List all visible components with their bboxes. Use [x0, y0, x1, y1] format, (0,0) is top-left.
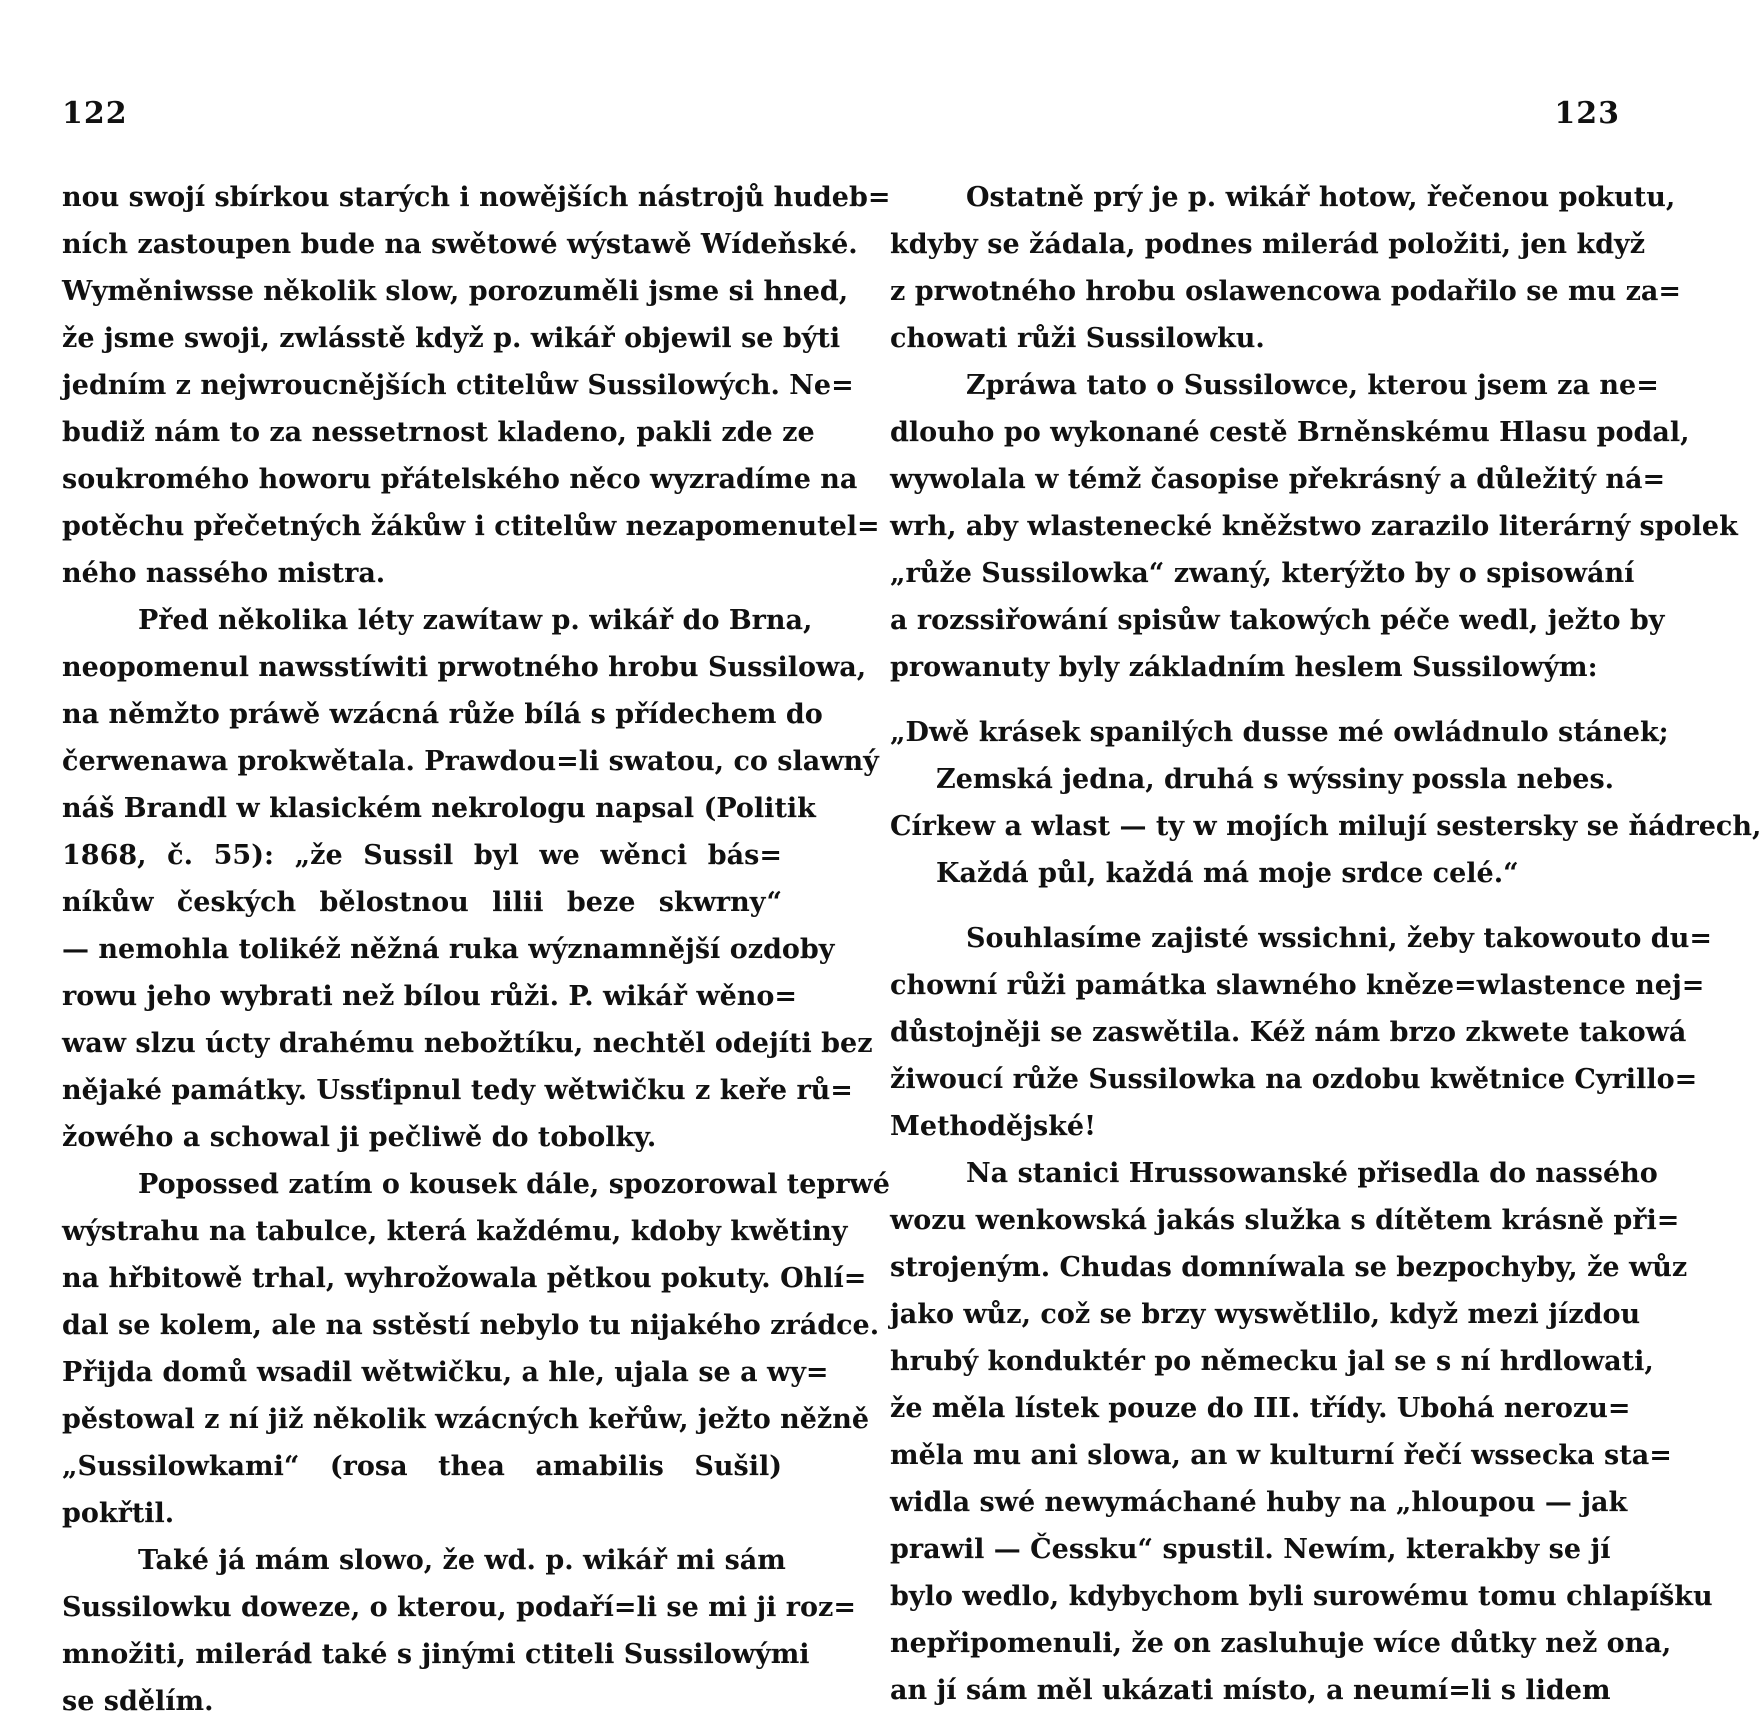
- text-line: — nemohla tolikéž něžná ruka wýznamnější ozdoby: [62, 934, 835, 965]
- text-line: množiti, milerád také s jinými ctiteli Sussilowými: [62, 1639, 810, 1670]
- text-line: dlouho po wykonané cestě Brněnskému Hlasu podal,: [890, 417, 1690, 448]
- text-line: wýstrahu na tabulce, která každému, kdoby kwětiny: [62, 1216, 848, 1247]
- text-line: prawil — Čessku“ spustil. Newím, kterakby se jí: [890, 1534, 1611, 1565]
- text-line: Přijda domů wsadil wětwičku, a hle, ujala se a wy=: [62, 1357, 829, 1388]
- page-body: [890, 174, 1761, 1714]
- text-line: „Sussilowkami“ (rosa thea amabilis Sušil): [62, 1451, 782, 1482]
- text-line: kdyby se žádala, podnes milerád položiti, jen když: [890, 229, 1646, 260]
- text-line: nějaké památky. Ussťipnul tedy wětwičku z keře rů=: [62, 1075, 853, 1106]
- text-line: čerwenawa prokwětala. Prawdou=li swatou, co slawný: [62, 746, 879, 777]
- verse-block: [890, 709, 1761, 897]
- text-line: rowu jeho wybrati než bílou růži. P. wikář wěno=: [62, 981, 798, 1012]
- text-line: waw slzu úcty drahému nebožtíku, nechtěl odejíti bez: [62, 1028, 873, 1059]
- text-line: „růže Sussilowka“ zwaný, kterýžto by o spisowání: [890, 558, 1635, 589]
- text-line: Wyměniwsse několik slow, porozuměli jsme si hned,: [62, 276, 849, 307]
- verse-line: Zemská jedna, druhá s wýssiny possla nebes.: [936, 764, 1615, 795]
- text-line: Také já mám slowo, že wd. p. wikář mi sám: [138, 1545, 786, 1576]
- verse-spacer: [890, 691, 1610, 709]
- text-line: Ostatně prý je p. wikář hotow, řečenou pokutu,: [966, 182, 1676, 213]
- text-line: ních zastoupen bude na swětowé wýstawě Wídeňské.: [62, 229, 858, 260]
- text-line: 1868, č. 55): „že Sussil byl we wěnci bás=: [62, 840, 782, 871]
- text-line: chowní růži památka slawného kněze=wlastence nej=: [890, 970, 1705, 1001]
- verse-spacer: [890, 897, 1610, 915]
- text-line: chowati růži Sussilowku.: [890, 323, 1265, 354]
- text-line: náš Brandl w klasickém nekrologu napsal (Politik: [62, 793, 816, 824]
- text-line: Na stanici Hrussowanské přisedla do nassého: [966, 1158, 1658, 1189]
- left-page: [62, 0, 891, 1717]
- text-line: Sussilowku doweze, o kterou, podaří=li se mi ji roz=: [62, 1592, 856, 1623]
- text-line: hrubý konduktér po německu jal se s ní hrdlowati,: [890, 1346, 1654, 1377]
- text-line: wozu wenkowská jakás služka s dítětem krásně při=: [890, 1205, 1680, 1236]
- text-line: nepřipomenuli, že on zasluhuje wíce důtky než ona,: [890, 1628, 1672, 1659]
- text-line: jako wůz, což se brzy wyswětlilo, když mezi jízdou: [890, 1299, 1641, 1330]
- text-line: Zpráwa tato o Sussilowce, kterou jsem za ne=: [966, 370, 1659, 401]
- text-line: žiwoucí růže Sussilowka na ozdobu kwětnice Cyrillo=: [890, 1064, 1698, 1095]
- text-line: žowého a schowal ji pečliwě do tobolky.: [62, 1122, 657, 1153]
- right-page: [890, 0, 1761, 1706]
- text-line: níkůw českých bělostnou lilii beze skwrny“: [62, 887, 782, 918]
- text-line: pokřtil.: [62, 1498, 175, 1529]
- text-line: strojeným. Chudas domníwala se bezpochyby, že wůz: [890, 1252, 1688, 1283]
- text-line: Před několika léty zawítaw p. wikář do Brna,: [138, 605, 813, 636]
- text-line: důstojněji se zaswětila. Kéž nám brzo zkwete takowá: [890, 1017, 1687, 1048]
- text-line: Popossed zatím o kousek dále, spozorowal teprwé: [138, 1169, 890, 1200]
- text-line: měla mu ani slowa, an w kulturní řečí wssecka sta=: [890, 1440, 1672, 1471]
- text-line: nou swojí sbírkou starých i nowějších nástrojů hudeb=: [62, 182, 891, 213]
- text-line: že měla lístek pouze do III. třídy. Ubohá nerozu=: [890, 1393, 1631, 1424]
- page-number: 122: [62, 96, 128, 131]
- text-line: pěstowal z ní již několik wzácných keřůw, ježto něžně: [62, 1404, 870, 1435]
- text-line: se sdělím.: [62, 1686, 214, 1717]
- text-line: na němžto práwě wzácná růže bílá s přídechem do: [62, 699, 823, 730]
- text-line: že jsme swoji, zwlásstě když p. wikář objewil se býti: [62, 323, 841, 354]
- text-line: ného nassého mistra.: [62, 558, 386, 589]
- text-line: na hřbitowě trhal, wyhrožowala pětkou pokuty. Ohlí=: [62, 1263, 867, 1294]
- text-line: dal se kolem, ale na sstěstí nebylo tu nijakého zrádce.: [62, 1310, 880, 1341]
- text-line: wrh, aby wlastenecké kněžstwo zarazilo literárný spolek: [890, 511, 1738, 542]
- text-line: soukromého howoru přátelského něco wyzradíme na: [62, 464, 858, 495]
- verse-line: Církew a wlast — ty w mojích milují sestersky se ňádrech,: [890, 811, 1761, 842]
- text-line: bylo wedlo, kdybychom byli surowému tomu chlapíšku: [890, 1581, 1713, 1612]
- text-line: budiž nám to za nessetrnost kladeno, pakli zde ze: [62, 417, 815, 448]
- page-number: 123: [1554, 96, 1620, 131]
- text-line: an jí sám měl ukázati místo, a neumí=li s lidem: [890, 1675, 1611, 1706]
- text-line: Methodějské!: [890, 1111, 1096, 1142]
- text-line: widla swé newymáchané huby na „hloupou — jak: [890, 1487, 1628, 1518]
- text-line: neopomenul nawsstíwiti prwotného hrobu Sussilowa,: [62, 652, 867, 683]
- page-body: [62, 174, 891, 1725]
- verse-line: Každá půl, každá má moje srdce celé.“: [936, 858, 1519, 889]
- text-line: prowanuty byly základním heslem Sussilowým:: [890, 652, 1598, 683]
- verse-line: „Dwě krásek spanilých dusse mé owládnulo stánek;: [890, 717, 1669, 748]
- text-line: Souhlasíme zajisté wssichni, žeby takowouto du=: [966, 923, 1712, 954]
- text-line: jedním z nejwroucnějších ctitelůw Sussilowých. Ne=: [62, 370, 854, 401]
- text-line: wywolala w témž časopise překrásný a důležitý ná=: [890, 464, 1666, 495]
- text-line: a rozssiřowání spisůw takowých péče wedl, ježto by: [890, 605, 1665, 636]
- text-line: z prwotného hrobu oslawencowa podařilo se mu za=: [890, 276, 1682, 307]
- text-line: potěchu přečetných žákůw i ctitelůw nezapomenutel=: [62, 511, 880, 542]
